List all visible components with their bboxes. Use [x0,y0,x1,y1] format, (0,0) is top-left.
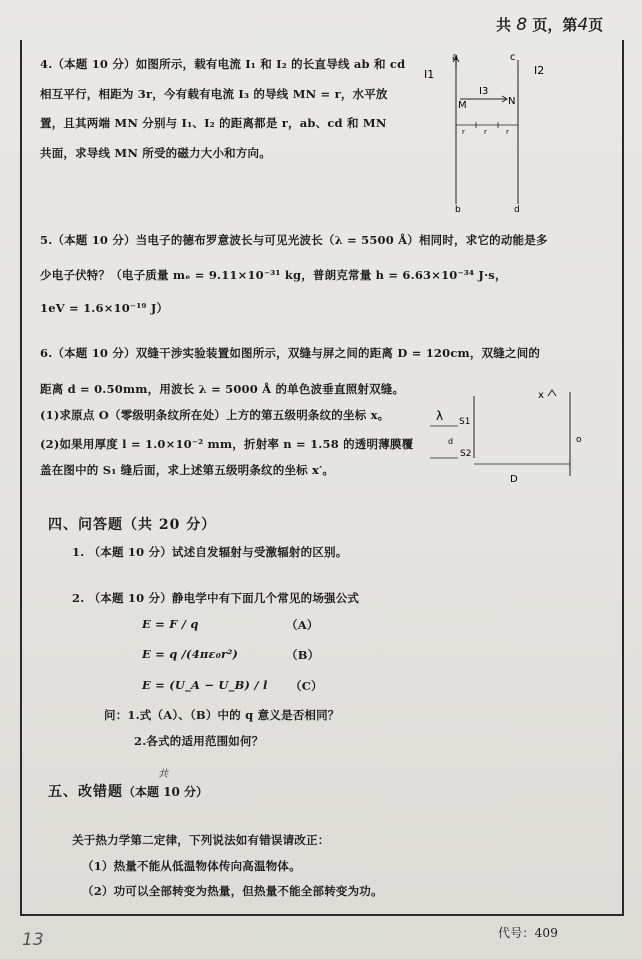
formula-a: E = F / q [142,617,199,631]
label-d: d [514,205,520,215]
label-i3: I3 [479,86,489,97]
q4-line3: 置，且其两端 MN 分别与 I₁、I₂ 的距离都是 r，ab、cd 和 MN [40,116,387,130]
label-s1: S1 [459,417,471,427]
q4-line4: 共面，求导线 MN 所受的磁力大小和方向。 [40,146,271,160]
section-4-q2: 2. （本题 10 分）静电学中有下面几个常见的场强公式 [72,591,360,605]
q6-line5: 盖在图中的 S₁ 缝后面，求上述第五级明条纹的坐标 x′。 [40,463,335,477]
q4-line1: 4.（本题 10 分）如图所示，载有电流 I₁ 和 I₂ 的长直导线 ab 和 cd [40,57,406,71]
exam-code: 代号：409 [498,926,559,940]
section-4-title: 四、问答题（共 20 分） [48,517,217,533]
label-c: c [510,52,516,63]
label-n: N [508,96,516,107]
section-4-ask2: 2.各式的适用范围如何？ [134,734,264,748]
q5-line1: 5.（本题 10 分）当电子的德布罗意波长与可见光波长（λ = 5500 Å）相同时，求它的动能是多 [40,233,548,247]
section-5-item1: （1）热量不能从低温物体传向高温物体。 [82,859,301,873]
label-i2: I2 [534,64,545,77]
label-lambda: λ [436,409,444,423]
section-5-intro: 关于热力学第二定律，下列说法如有错误请改正： [72,833,330,847]
label-d: d [448,437,454,446]
label-r: r [484,128,487,136]
q4-figure [422,46,572,216]
section-4-q1: 1. （本题 10 分）试述自发辐射与受激辐射的区别。 [72,545,348,559]
q6-line1: 6.（本题 10 分）双缝干涉实验装置如图所示，双缝与屏之间的距离 D = 120cm，双缝之间的 [40,346,541,360]
q6-line4: (2)如果用厚度 l = 1.0×10⁻² mm，折射率 n = 1.58 的透明薄膜覆 [40,437,414,451]
label-a: a [452,52,459,63]
formula-c-tag: （C） [290,679,323,693]
section-5-score: （本题 10 分） [123,785,209,799]
q4-line2: 相互平行，相距为 3r，今有载有电流 I₃ 的导线 MN = r，水平放 [40,87,388,101]
pages-prefix: 共 [496,16,512,34]
section-5-item2: （2）功可以全部转变为热量，但热量不能全部转变为功。 [82,884,383,898]
section-5-title [48,781,208,801]
pages-suffix: 页 [588,16,604,34]
label-big-d: D [510,474,518,485]
label-r: r [462,128,465,136]
formula-b: E = q /(4πε₀r²) [142,647,239,661]
handwritten-note: 共 [158,769,168,780]
page-header [496,14,603,35]
arrow-up-icon [548,390,556,396]
label-o: o [576,435,582,445]
label-m: M [458,100,467,111]
q5-line2: 少电子伏特？（电子质量 mₑ = 9.11×10⁻³¹ kg，普朗克常量 h = 6.63×10⁻³⁴ J·s， [40,268,507,282]
q6-line3: (1)求原点 O（零级明条纹所在处）上方的第五级明条纹的坐标 x。 [40,408,390,422]
formula-c: E = (U_A − U_B) / l [142,678,268,692]
label-r: r [506,128,509,136]
q5-line3: 1eV = 1.6×10⁻¹⁹ J） [40,301,169,315]
total-pages: 8 [516,15,528,35]
formula-b-tag: （B） [286,648,320,662]
section-5-heading: 五、改错题 [48,784,123,800]
pages-mid: 页，第 [532,16,578,34]
label-x: x [538,390,544,401]
q6-line2: 距离 d = 0.50mm，用波长 λ = 5000 Å 的单色波垂直照射双缝。 [40,382,405,396]
section-4-ask1: 问：1.式（A）、（B）中的 q 意义是否相同？ [104,708,340,722]
label-s2: S2 [460,449,472,459]
label-b: b [455,205,461,215]
formula-a-tag: （A） [286,618,319,632]
label-i1: I1 [424,68,435,81]
page-number: 4 [577,15,589,35]
q6-figure [430,388,600,488]
handwritten-page-number: 13 [22,930,44,950]
